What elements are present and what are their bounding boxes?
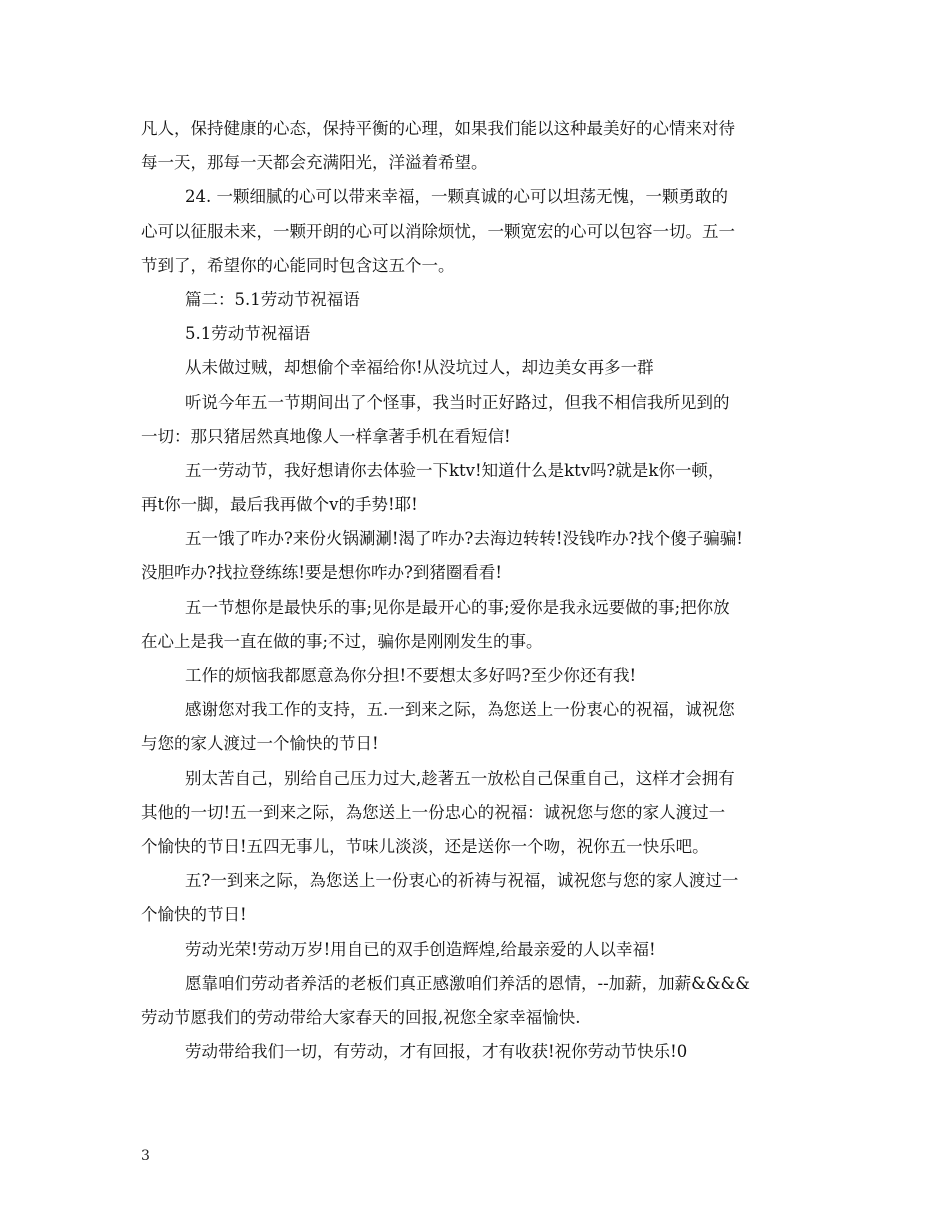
text-line: 每一天，那每一天都会充满阳光，洋溢着希望。 [141,153,488,173]
text-line: 24. 一颗细腻的心可以带来幸福，一颗真诚的心可以坦荡无愧，一颗勇敢的 [185,187,728,207]
text-line: 五一节想你是最快乐的事;见你是最开心的事;爱你是我永远要做的事;把你放 [185,597,730,617]
document-body [141,112,816,1069]
text-line: 与您的家人渡过一个愉快的节日! [141,734,379,754]
text-line: 感谢您对我工作的支持，五.一到来之际，為您送上一份衷心的祝福，诚祝您 [185,700,735,720]
text-line: 劳动光荣!劳动万岁!用自已的双手创造辉煌,给最亲爱的人以幸福! [185,939,656,959]
text-line: 别太苦自己，别给自己压力过大,趁著五一放松自己保重自己，这样才会拥有 [185,768,735,788]
text-line: 五?一到来之际，為您送上一份衷心的祈祷与祝福，诚祝您与您的家人渡过一 [185,871,739,891]
text-line: 个愉快的节日! [141,905,247,925]
text-line: 从未做过贼，却想偷个幸福给你!从没坑过人，却边美女再多一群 [185,358,654,378]
text-line: 节到了，希望你的心能同时包含这五个一。 [141,255,455,275]
text-line: 其他的一切!五一到来之际，為您送上一份忠心的祝福：诚祝您与您的家人渡过一 [141,802,726,822]
text-line: 5.1劳动节祝福语 [185,324,311,344]
text-line: 五一劳动节，我好想请你去体验一下ktv!知道什么是ktv吗?就是k你一顿， [185,460,725,480]
text-line: 劳动节愿我们的劳动带给大家春天的回报,祝您全家幸福愉快. [141,1007,581,1027]
page-number: 3 [141,1148,150,1164]
text-line: 在心上是我一直在做的事;不过，骗你是刚刚发生的事。 [141,631,543,651]
text-line: 劳动带给我们一切，有劳动，才有回报，才有收获!祝你劳动节快乐!0 [185,1042,688,1062]
text-line: 一切：那只猪居然真地像人一样拿著手机在看短信! [141,426,511,446]
text-line: 五一饿了咋办?来份火锅涮涮!渴了咋办?去海边转转!没钱咋办?找个傻子骗骗! [185,529,743,549]
text-line: 听说今年五一节期间出了个怪事，我当时正好路过，但我不相信我所见到的 [185,392,730,412]
text-line: 愿靠咱们劳动者养活的老板们真正感激咱们养活的恩情，--加薪，加薪&&&& [185,973,750,993]
text-line: 没胆咋办?找拉登练练!要是想你咋办?到猪圈看看! [141,563,502,583]
text-line: 再t你一脚，最后我再做个v的手势!耶! [141,495,418,515]
text-line: 凡人，保持健康的心态，保持平衡的心理，如果我们能以这种最美好的心情来对待 [141,119,735,138]
text-line: 工作的烦恼我都愿意為你分担!不要想太多好吗?至少你还有我! [185,666,637,685]
text-line: 个愉快的节日!五四无事儿，节味儿淡淡，还是送你一个吻，祝你五一快乐吧。 [141,836,709,856]
text-line: 篇二：5.1劳动节祝福语 [185,289,360,309]
text-line: 心可以征服未来，一颗开朗的心可以消除烦忧，一颗宽宏的心可以包容一切。五一 [141,221,735,241]
